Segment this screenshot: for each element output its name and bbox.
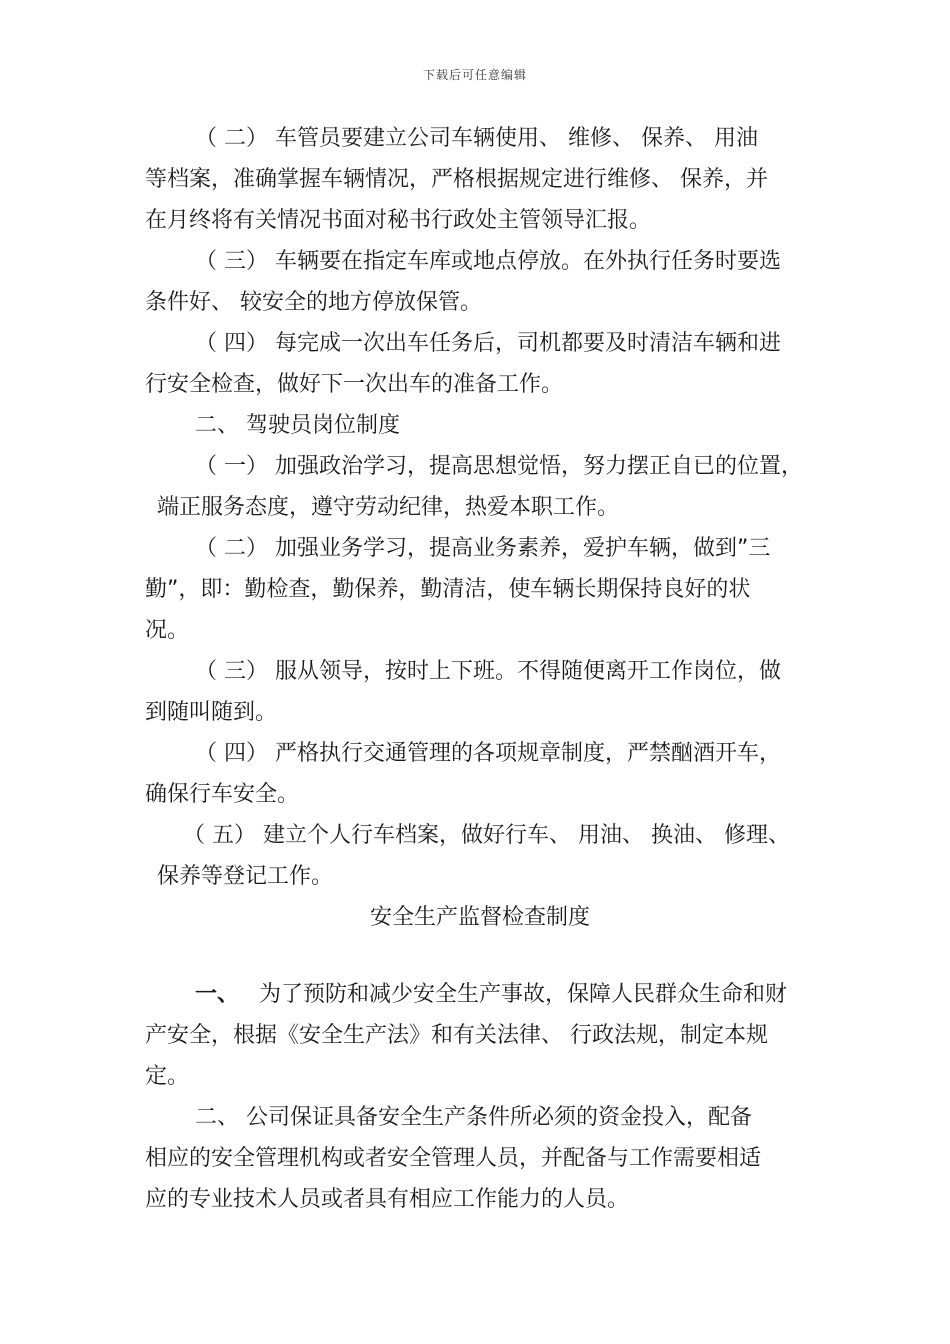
- paragraph-line: 定。: [145, 1064, 190, 1089]
- paragraph-line: （ 三） 车辆要在指定车库或地点停放。在外执行任务时要选: [195, 249, 781, 274]
- paragraph-line: （ 一） 加强政治学习，提高思想觉悟，努力摆正自已的位置，: [195, 454, 803, 479]
- paragraph-line: 到随叫随到。: [145, 700, 278, 725]
- paragraph-line: （ 三） 服从领导，按时上下班。不得随便离开工作岗位，做: [195, 659, 781, 684]
- paragraph-line: [145, 974, 815, 1015]
- paragraph-line: 在月终将有关情况书面对秘书行政处主管领导汇报。: [145, 208, 652, 233]
- page-header: 下载后可任意编辑: [422, 68, 527, 82]
- document-body: [145, 118, 815, 1220]
- paragraph-line: 产安全，根据《安全生产法》和有关法律、 行政法规，制定本规: [145, 1023, 768, 1048]
- paragraph-line: 条件好、 较安全的地方停放保管。: [145, 290, 482, 315]
- paragraph-line: 保养等登记工作。: [157, 864, 334, 889]
- paragraph-line: （ 四） 严格执行交通管理的各项规章制度，严禁酗酒开车，: [195, 741, 781, 766]
- paragraph-line: 况。: [145, 618, 190, 643]
- paragraph-line: （ 二） 车管员要建立公司车辆使用、 维修、 保养、 用油: [195, 126, 758, 151]
- paragraph-line: 二、 公司保证具备安全生产条件所必须的资金投入，配备: [195, 1105, 752, 1130]
- paragraph-line: （ 四） 每完成一次出车任务后，司机都要及时清洁车辆和进: [195, 331, 781, 356]
- paragraph-line: （ 五） 建立个人行车档案，做好行车、 用油、 换油、 修理、: [183, 823, 790, 848]
- clause-number: 一、: [195, 982, 240, 1007]
- paragraph-line: 确保行车安全。: [145, 782, 300, 807]
- section-title: 安全生产监督检查制度: [369, 905, 590, 930]
- paragraph-line: 行安全检查，做好下一次出车的准备工作。: [145, 372, 564, 397]
- paragraph-line: （ 二） 加强业务学习，提高业务素养，爱护车辆，做到”三: [195, 536, 771, 561]
- section-heading: 二、 驾驶员岗位制度: [195, 413, 400, 438]
- paragraph-line: 勤”，即：勤检查，勤保养，勤清洁，使车辆长期保持良好的状: [145, 577, 751, 602]
- clause-text: 为了预防和减少安全生产事故，保障人民群众生命和财: [259, 982, 788, 1007]
- paragraph-line: 等档案，准确掌握车辆情况，严格根据规定进行维修、 保养，并: [145, 167, 768, 192]
- paragraph-line: 端正服务态度，遵守劳动纪律，热爱本职工作。: [157, 495, 620, 520]
- paragraph-line: 相应的安全管理机构或者安全管理人员，并配备与工作需要相适: [145, 1146, 762, 1171]
- paragraph-line: 应的专业技术人员或者具有相应工作能力的人员。: [145, 1187, 630, 1212]
